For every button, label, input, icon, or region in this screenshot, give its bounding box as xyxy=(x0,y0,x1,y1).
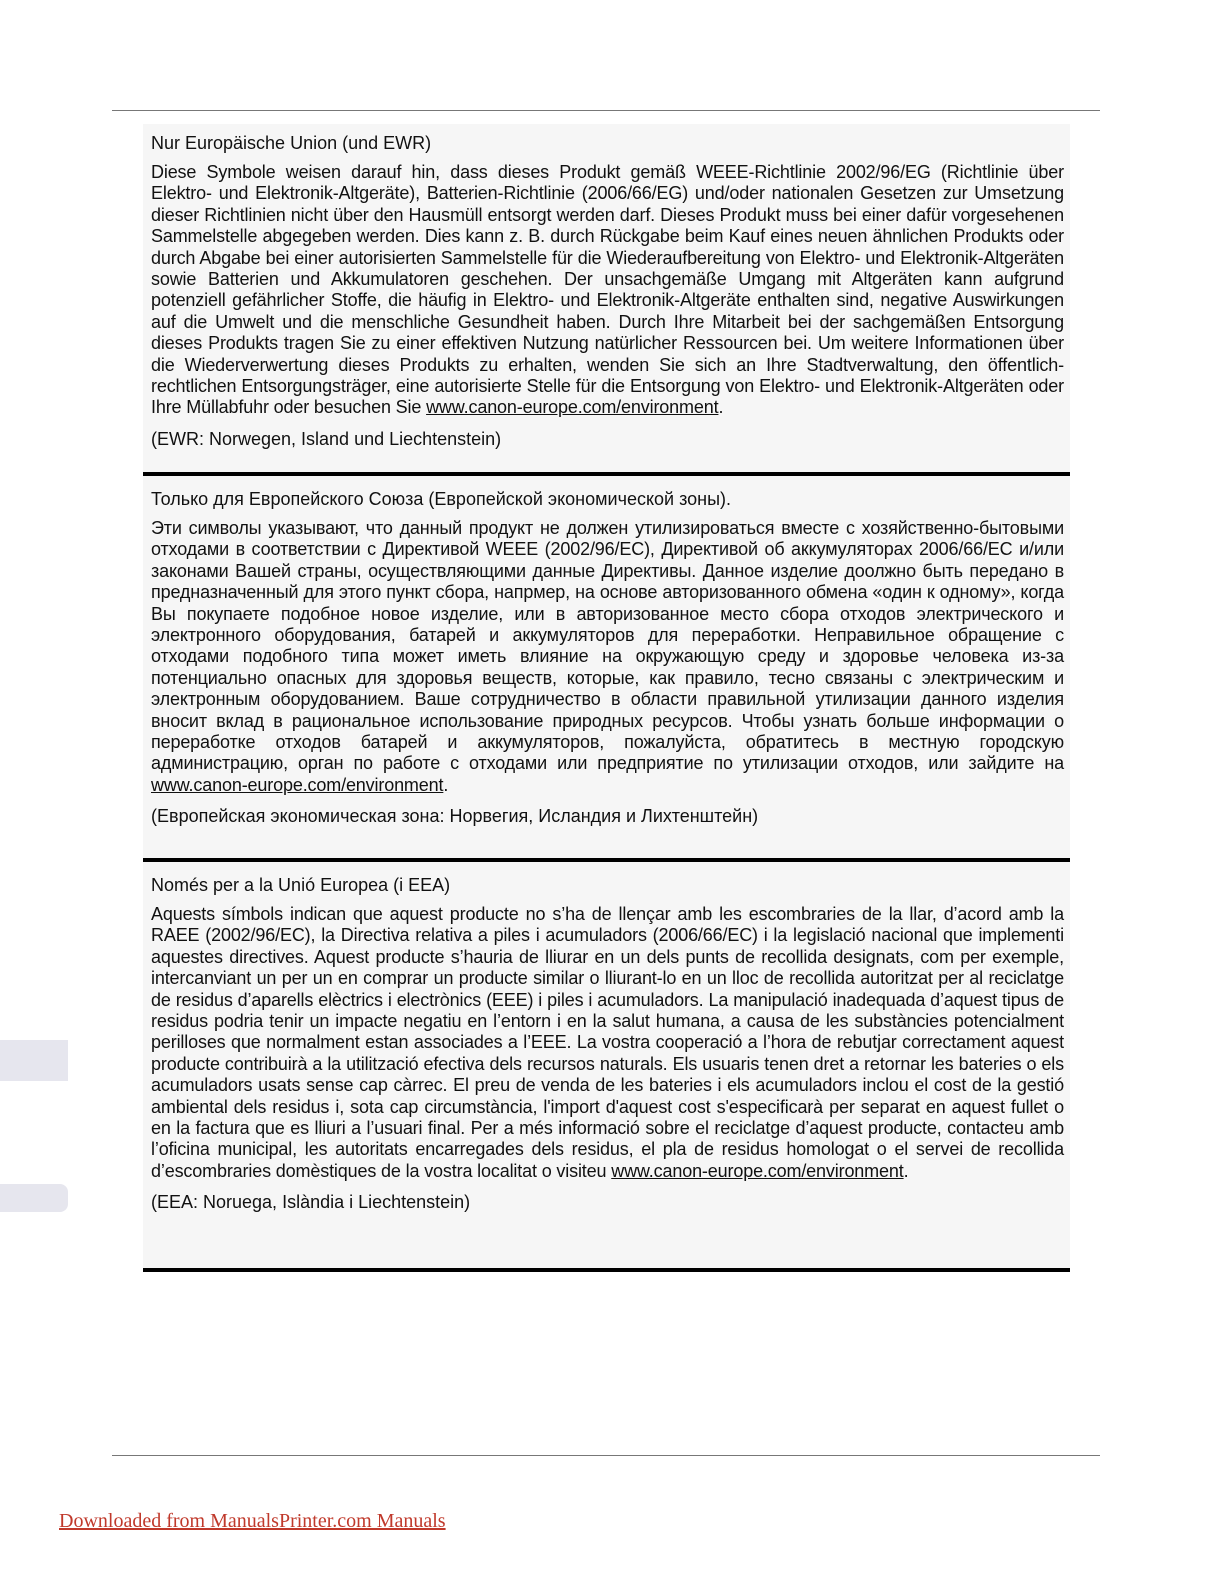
bottom-divider xyxy=(112,1455,1100,1456)
notice-heading: Només per a la Unió Europea (i EEA) xyxy=(151,875,451,895)
notice-region: (Европейская экономическая зона: Норвегия, Исландия и Лихтенштейн) xyxy=(151,806,759,827)
chapter-tab xyxy=(0,1184,68,1212)
notice-body xyxy=(151,518,1064,796)
notice-body-tail: . xyxy=(718,397,724,418)
notice-heading: Nur Europäische Union (und EWR) xyxy=(151,133,432,153)
download-source-link[interactable]: Downloaded from ManualsPrinter.com Manuals xyxy=(59,1510,446,1532)
top-divider xyxy=(112,110,1100,111)
environment-link[interactable]: www.canon-europe.com/environment xyxy=(611,1160,904,1181)
notice-body xyxy=(151,162,1064,419)
weee-notices xyxy=(143,124,1070,1272)
notice-region: (EEA: Noruega, Islàndia i Liechtenstein) xyxy=(151,1192,471,1213)
notice-russian xyxy=(143,476,1070,862)
notice-body-text: Diese Symbole weisen darauf hin, dass dieses Produkt gemäß WEEE-Richtlinie 2002/96/EG (Richtlinie über Elektro- und Elektronik-Altgeräte), Batterien-Richtlinie (2006/66/EG) und/oder nationalen Gesetzen zur Umsetzung dieser Richtlinien nicht über den Hausmüll entsorgt werden darf. Dieses Produkt muss bei einer dafür vorgesehenen Sammelstelle abgegeben werden. Dies kann z. B. durch Rückgabe beim Kauf eines neuen ähnlichen Produkts oder durch Abgabe bei einer autorisierten Sammelstelle für die Wiederaufbereitung von Elektro- und Elektronik-Altgeräten sowie Batterien und Akkumulatoren geschehen. Der unsachgemäße Umgang mit Altgeräten kann aufgrund potenziell gefährlicher Stoffe, die häufig in Elektro- und Elektronik-Altgeräte enthalten sind, negative Auswirkungen auf die Umwelt und die menschliche Gesundheit haben. Durch Ihre Mitarbeit bei der sachgemäßen Entsorgung dieses Produkts tragen Sie zu einer effektiven Nutzung natürlicher Ressourcen bei. Um weitere Informationen über die Wiederverwertung dieses Produkts zu erhalten, wenden Sie sich an Ihre Stadtverwaltung, den öffentlich-rechtlichen Entsorgungsträger, eine autorisierte Stelle für die Entsorgung von Elektro- und Elektronik-Altgeräten oder Ihre Müllabfuhr oder besuchen Sie xyxy=(151,162,1064,418)
environment-link[interactable]: www.canon-europe.com/environment xyxy=(151,774,444,795)
chapter-tab-highlight xyxy=(0,1040,68,1081)
notice-body-text: Aquests símbols indican que aquest producte no s’ha de llençar amb les escombraries de la llar, d’acord amb la RAEE (2002/96/EC), la Directiva relativa a piles i acumuladors (2006/66/EC) i la legislació nacional que implementi aquestes directives. Aquest producte s’hauria de lliurar en un dels punts de recollida designats, com per exemple, intercanviant un per un en comprar un producte similar o lliurant-lo en un lloc de recollida autoritzat per al reciclatge de residus d’aparells elèctrics i electrònics (EEE) i piles i acumuladors. La manipulació inadequada d’aquest tipus de residus podria tenir un impacte negatiu en l’entorn i en la salut humana, a causa de les substàncies potencialment perilloses que normalment estan associades a l’EEE. La vostra cooperació a l’hora de rebutjar correctament aquest producte contribuirà a la utilització efectiva dels recursos naturals. Els usuaris tenen dret a retornar les bateries o els acumuladors usats sense cap càrrec. El preu de venda de les bateries i els acumuladors inclou el cost de la gestió ambiental dels residus i, sota cap circumstància, l'import d'aquest cost s'especificarà per separat en aquest fullet o en la factura que es lliuri a l’usuari final. Per a més informació sobre el reciclatge d’aquest producte, contacteu amb l’oficina municipal, les autoritats encarregades dels residus, el pla de residus homologat o el servei de recollida d’escombraries domèstiques de la vostra localitat o visiteu xyxy=(151,904,1064,1181)
notice-body-tail: . xyxy=(443,774,449,795)
environment-link[interactable]: www.canon-europe.com/environment xyxy=(426,397,719,418)
notice-region: (EWR: Norwegen, Island und Liechtenstein) xyxy=(151,428,502,449)
notice-catalan xyxy=(143,862,1070,1272)
notice-body xyxy=(151,904,1064,1182)
notice-body-tail: . xyxy=(903,1160,909,1181)
notice-body-text: Эти символы указывают, что данный продукт не должен утилизироваться вместе с хозяйственно-бытовыми отходами в соответствии с Директивой WEEE (2002/96/EC), Директивой об аккумуляторах 2006/66/EC и/или законами Вашей страны, осуществляющими данные Директивы. Данное изделие доолжно быть передано в предназначенный для этого пункт сбора, напрмер, на основе авторизованного обмена «один к одному», когда Вы покупаете подобное новое изделие, или в авторизованное место сбора отходов электрического и электронного оборудования, батарей и аккумуляторов для переработки. Неправильное обращение с отходами подобного типа может иметь влияние на окружающую среду и здоровье человека из-за потенциально опасных для здоровья веществ, которые, как правило, тесно связаны с электрическим и электронным оборудованием. Ваше сотрудничество в области правильной утилизации данного изделия вносит вклад в рациональное использование природных ресурсов. Чтобы узнать больше информации о переработке отходов батарей и аккумуляторов, пожалуйста, обратитесь в местную городскую администрацию, орган по работе с отходами или предприятие по утилизации отходов, или зайдите на xyxy=(151,518,1064,774)
notice-german xyxy=(143,124,1070,476)
notice-heading: Только для Европейского Союза (Европейской экономической зоны). xyxy=(151,489,732,509)
